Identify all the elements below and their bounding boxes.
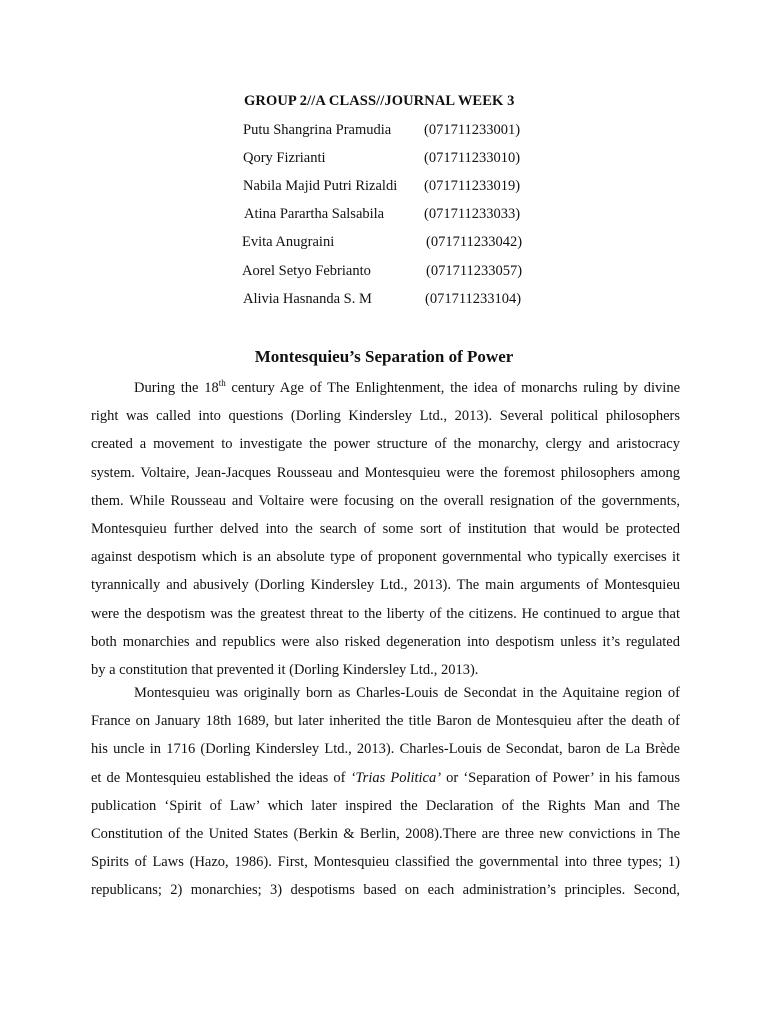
italic-term: ‘Trias Politica’ bbox=[350, 769, 442, 786]
member-name: Alivia Hasnanda S. M bbox=[243, 291, 372, 307]
paragraph-line: created a movement to investigate the power structure of the monarchy, clergy and aristocracy bbox=[91, 436, 680, 453]
member-id: (071711233033) bbox=[424, 206, 521, 222]
paragraph-line bbox=[91, 764, 680, 792]
paragraph-line: Constitution of the United States (Berkin & Berlin, 2008).There are three new convictions in The bbox=[91, 825, 680, 842]
paragraph-line: both monarchies and republics were also risked degeneration into despotism unless it’s regulated bbox=[91, 633, 680, 650]
paragraph-line: France on January 18th 1689, but later inherited the title Baron de Montesquieu after the death of bbox=[91, 713, 680, 730]
paragraph-line bbox=[91, 374, 680, 402]
member-name: Nabila Majid Putri Rizaldi bbox=[243, 178, 398, 194]
paragraph-line: against despotism which is an absolute type of proponent governmental who typically exercises it bbox=[91, 549, 680, 566]
member-id: (071711233104) bbox=[425, 291, 522, 307]
paragraph-line: Montesquieu was originally born as Charles-Louis de Secondat in the Aquitaine region of bbox=[134, 685, 680, 701]
superscript-text: th bbox=[218, 378, 226, 388]
member-id: (071711233042) bbox=[426, 234, 523, 250]
paragraph-1 bbox=[91, 374, 680, 684]
paragraph-line: were the despotism was the greatest threat to the liberty of the citizens. He continued to argue that bbox=[91, 605, 680, 622]
paragraph-2 bbox=[91, 679, 680, 905]
paragraph-line: right was called into questions (Dorling Kindersley Ltd., 2013). Several political philosophers bbox=[91, 408, 680, 425]
line-text: or ‘Separation of Power’ in his famous bbox=[441, 769, 680, 786]
document-title: Montesquieu’s Separation of Power bbox=[254, 347, 514, 366]
member-name: Atina Parartha Salsabila bbox=[244, 206, 385, 222]
paragraph-line: republicans; 2) monarchies; 3) despotisms based on each administration’s principles. Second, bbox=[91, 882, 680, 899]
line-text: et de Montesquieu established the ideas of bbox=[91, 769, 351, 786]
member-id: (071711233057) bbox=[426, 263, 523, 279]
paragraph-line: system. Voltaire, Jean-Jacques Rousseau and Montesquieu were the foremost philosophers among bbox=[91, 464, 680, 481]
group-header: GROUP 2//A CLASS//JOURNAL WEEK 3 bbox=[244, 93, 515, 109]
member-name: Putu Shangrina Pramudia bbox=[243, 122, 392, 138]
paragraph-line: them. While Rousseau and Voltaire were focusing on the overall resignation of the governments, bbox=[91, 492, 680, 509]
member-id: (071711233001) bbox=[424, 122, 521, 138]
paragraph-line: by a constitution that prevented it (Dorling Kindersley Ltd., 2013). bbox=[91, 661, 479, 678]
line-text: During the 18 bbox=[134, 380, 219, 396]
paragraph-line: Spirits of Laws (Hazo, 1986). First, Montesquieu classified the governmental into three types; 1) bbox=[91, 854, 680, 871]
member-name: Evita Anugraini bbox=[242, 234, 335, 250]
member-name: Qory Fizrianti bbox=[243, 150, 326, 166]
paragraph-line: publication ‘Spirit of Law’ which later inspired the Declaration of the Rights Man and The bbox=[91, 797, 680, 814]
paragraph-line: tyrannically and abusively (Dorling Kindersley Ltd., 2013). The main arguments of Montesquieu bbox=[91, 577, 680, 594]
member-id: (071711233019) bbox=[424, 178, 521, 194]
paragraph-line: his uncle in 1716 (Dorling Kindersley Ltd., 2013). Charles-Louis de Secondat, baron de La Brède bbox=[91, 741, 680, 758]
member-id: (071711233010) bbox=[424, 150, 521, 166]
paragraph-line: Montesquieu further delved into the search of some sort of institution that would be protected bbox=[91, 520, 680, 537]
line-text: century Age of The Enlightenment, the idea of monarchs ruling by divine bbox=[225, 380, 681, 396]
member-name: Aorel Setyo Febrianto bbox=[242, 263, 371, 279]
